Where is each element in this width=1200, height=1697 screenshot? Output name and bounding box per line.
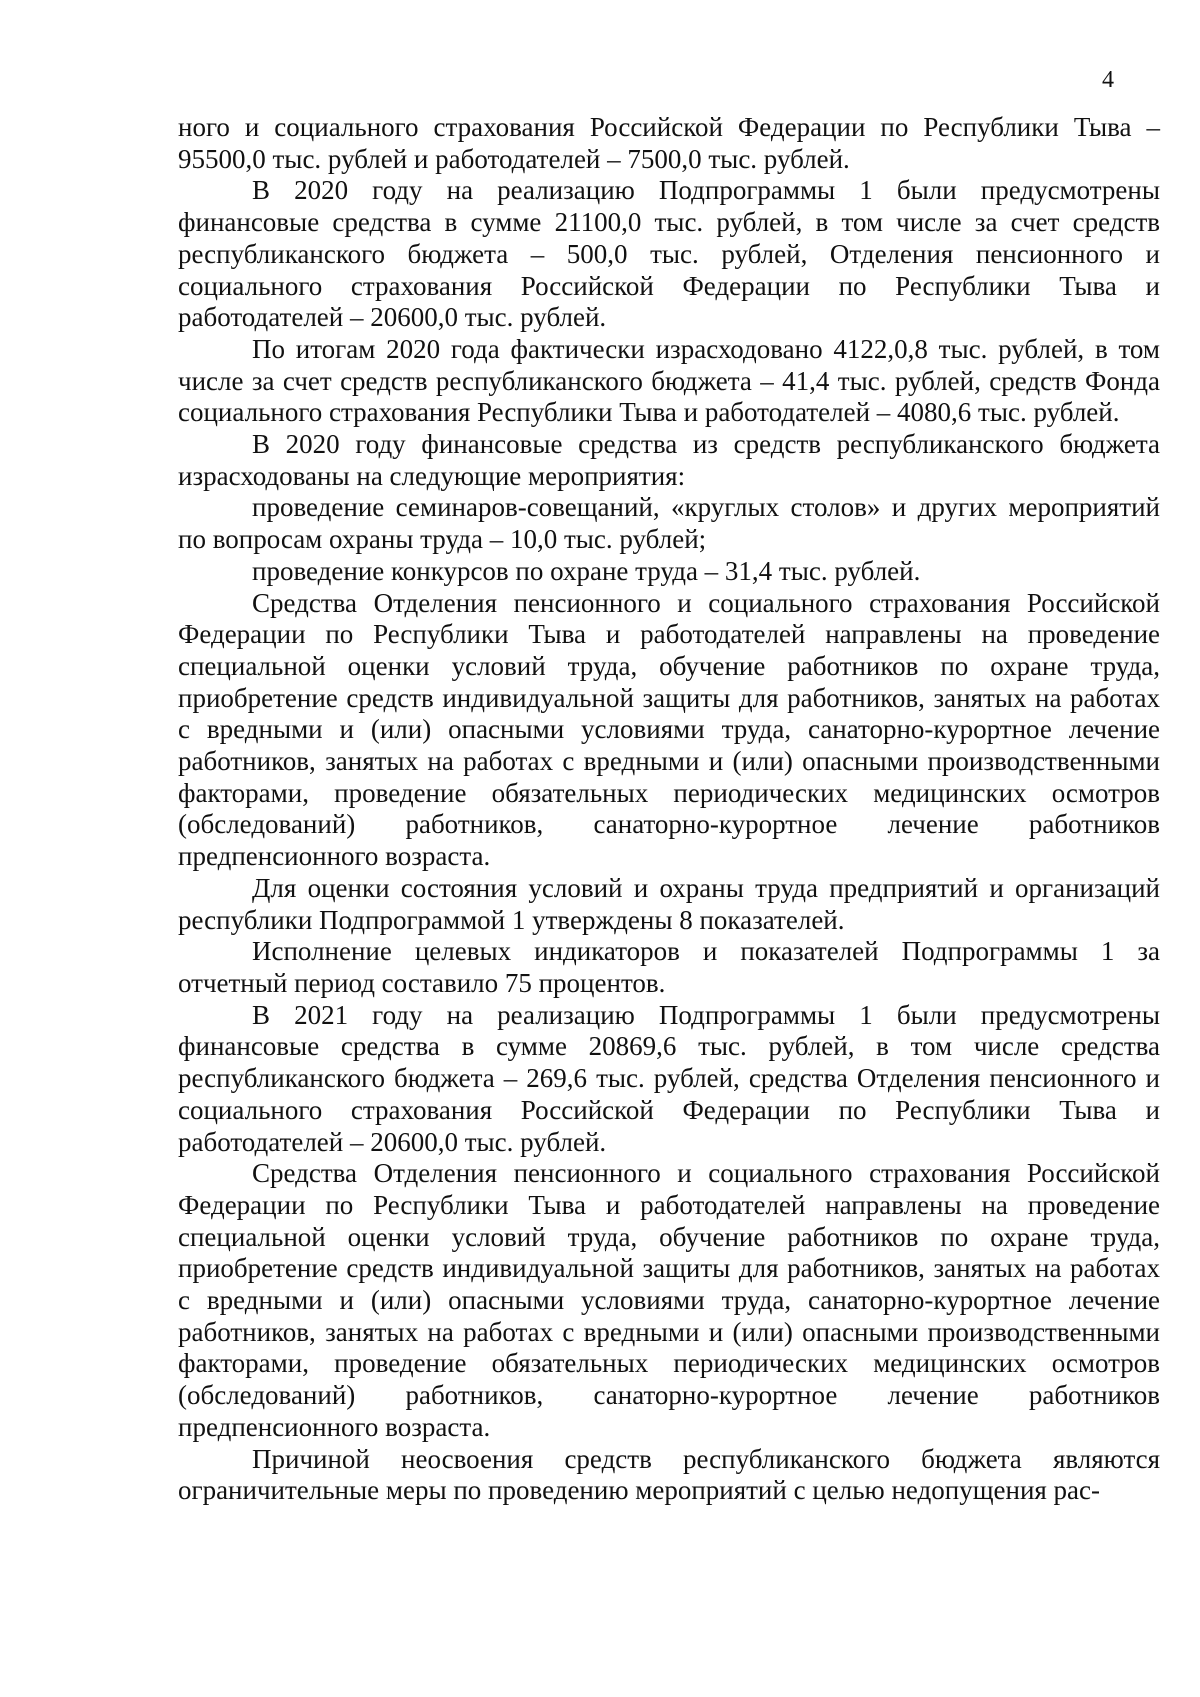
paragraph: Средства Отделения пенсионного и социального страхования Российской Федерации по Республики Тыва и работодателей направлены на проведение специальной оценки условий труда, обучение работников по охране труда, приобретение средств индивидуальной защиты для работников, занятых на работах с вредными и (или) опасными условиями труда, санаторно-курортное лечение работников, занятых на работах с вредными и (или) опасными производственными факторами, проведение обязательных периодических медицинских осмотров (обследований) работников, санаторно-курортное лечение работников предпенсионного возраста. <box>178 587 1160 872</box>
paragraph: В 2021 году на реализацию Подпрограммы 1 были предусмотрены финансовые средства в сумме 20869,6 тыс. рублей, в том числе средства республиканского бюджета – 269,6 тыс. рублей, средства Отделения пенсионного и социального страхования Российской Федерации по Республики Тыва и работодателей – 20600,0 тыс. рублей. <box>178 999 1160 1157</box>
page-number: 4 <box>1102 67 1114 93</box>
paragraph: По итогам 2020 года фактически израсходовано 4122,0,8 тыс. рублей, в том числе за счет средств республиканского бюджета – 41,4 тыс. рублей, средств Фонда социального страхования Республики Тыва и работодателей – 4080,6 тыс. рублей. <box>178 333 1160 428</box>
paragraph: Средства Отделения пенсионного и социального страхования Российской Федерации по Республики Тыва и работодателей направлены на проведение специальной оценки условий труда, обучение работников по охране труда, приобретение средств индивидуальной защиты для работников, занятых на работах с вредными и (или) опасными условиями труда, санаторно-курортное лечение работников, занятых на работах с вредными и (или) опасными производственными факторами, проведение обязательных периодических медицинских осмотров (обследований) работников, санаторно-курортное лечение работников предпенсионного возраста. <box>178 1158 1160 1442</box>
paragraph: проведение семинаров-совещаний, «круглых столов» и других мероприятий по вопросам охраны труда – 10,0 тыс. рублей; <box>178 492 1160 555</box>
document-body <box>178 112 1160 1507</box>
paragraph: Для оценки состояния условий и охраны труда предприятий и организаций республики Подпрограммой 1 утверждены 8 показателей. <box>178 872 1160 935</box>
paragraph: Причиной неосвоения средств республиканского бюджета являются ограничительные меры по проведению мероприятий с целью недопущения рас- <box>178 1443 1160 1506</box>
paragraph: проведение конкурсов по охране труда – 31,4 тыс. рублей. <box>252 555 921 586</box>
paragraph: Исполнение целевых индикаторов и показателей Подпрограммы 1 за отчетный период составило 75 процентов. <box>178 936 1160 998</box>
paragraph: ного и социального страхования Российской Федерации по Республики Тыва – 95500,0 тыс. рублей и работодателей – 7500,0 тыс. рублей. <box>178 112 1160 174</box>
paragraph: В 2020 году финансовые средства из средств республиканского бюджета израсходованы на следующие мероприятия: <box>178 429 1160 491</box>
paragraph: В 2020 году на реализацию Подпрограммы 1 были предусмотрены финансовые средства в сумме 21100,0 тыс. рублей, в том числе за счет средств республиканского бюджета – 500,0 тыс. рублей, Отделения пенсионного и социального страхования Российской Федерации по Республики Тыва и работодателей – 20600,0 тыс. рублей. <box>178 175 1160 333</box>
